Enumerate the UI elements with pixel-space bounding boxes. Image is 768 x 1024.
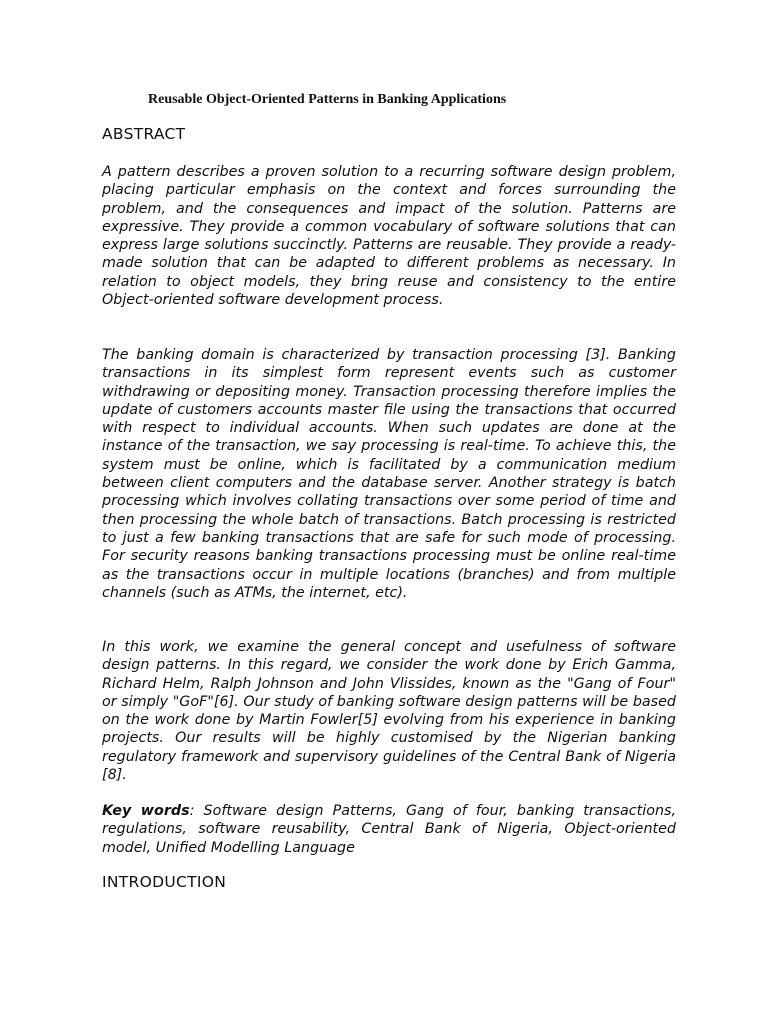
keywords-text: : Software design Patterns, Gang of four, banking transactions, regulations, software reusability, Central Bank of Nigeria, Object-oriented model, Unified Modelling Language [102,803,676,856]
keywords-label: Key words [102,803,190,819]
abstract-heading: ABSTRACT [102,125,186,143]
abstract-paragraph-3: In this work, we examine the general concept and usefulness of software design patterns. In this regard, we consider the work done by Erich Gamma, Richard Helm, Ralph Johnson and John Vlissides, known as the "Gang of Four" or simply "GoF"[6]. Our study of banking software design patterns will be based on the work done by Martin Fowler[5] evolving from his experience in banking projects. Our results will be highly customised by the Nigerian banking regulatory framework and supervisory guidelines of the Central Bank of Nigeria [8]. [102,639,676,784]
keywords-paragraph [102,802,676,857]
introduction-heading: INTRODUCTION [102,873,227,891]
document-title: Reusable Object-Oriented Patterns in Banking Applications [148,92,507,107]
abstract-paragraph-1: A pattern describes a proven solution to a recurring software design problem, placing particular emphasis on the context and forces surrounding the problem, and the consequences and impact of the solution. Patterns are expressive. They provide a common vocabulary of software solutions that can express large solutions succinctly. Patterns are reusable. They provide a ready-made solution that can be adapted to different problems as necessary. In relation to object models, they bring reuse and consistency to the entire Object-oriented software development process. [102,164,676,309]
abstract-paragraph-2: The banking domain is characterized by transaction processing [3]. Banking transactions in its simplest form represent events such as customer withdrawing or depositing money. Transaction processing therefore implies the update of customers accounts master file using the transactions that occurred with respect to individual accounts. When such updates are done at the instance of the transaction, we say processing is real-time. To achieve this, the system must be online, which is facilitated by a communication medium between client computers and the database server. Another strategy is batch processing which involves collating transactions over some period of time and then processing the whole batch of transactions. Batch processing is restricted to just a few banking transactions that are safe for such mode of processing. For security reasons banking transactions processing must be online real-time as the transactions occur in multiple locations (branches) and from multiple channels (such as ATMs, the internet, etc). [102,347,676,601]
